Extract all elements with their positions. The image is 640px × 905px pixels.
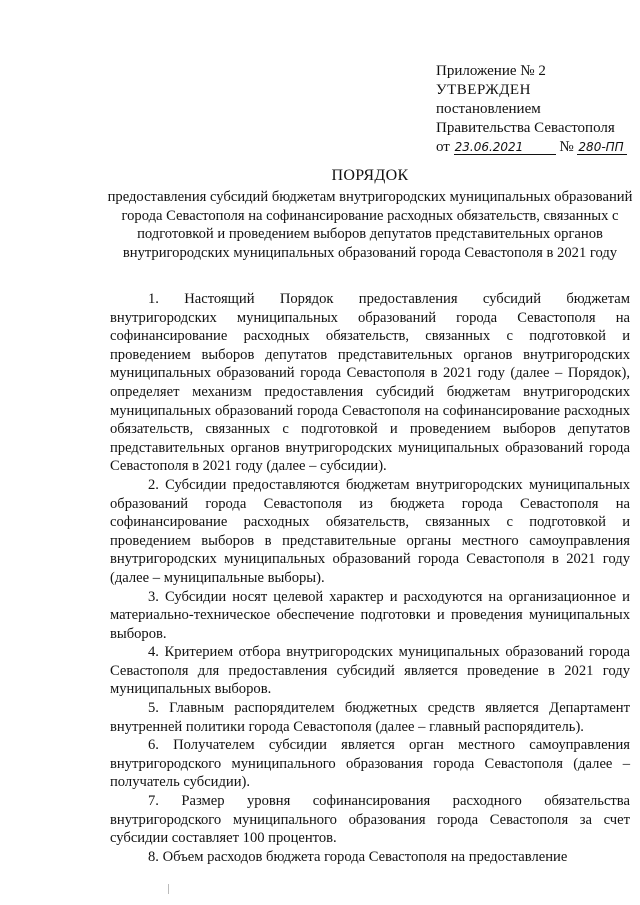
paragraph-3: 3. Субсидии носят целевой характер и расходуются на организационное и материально-техническое обеспечение подготовки и проведения муниципальных выборов.	[110, 588, 630, 642]
approval-stamp	[436, 62, 636, 157]
scan-artifact	[168, 884, 169, 894]
appendix-label: Приложение № 2	[436, 63, 546, 79]
number-label: №	[559, 139, 574, 155]
paragraph-2: 2. Субсидии предоставляются бюджетам внутригородских муниципальных образований города Севастополя из бюджета города Севастополя на софинансирование расходных обязательств, связанных с подготовкой и проведением выборов в представительные органы местного самоуправления внутригородских муниципальных образований города Севастополя в 2021 году (далее – муниципальные выборы).	[110, 476, 630, 586]
paragraph-6: 6. Получателем субсидии является орган местного самоуправления внутригородского муниципального образования города Севастополя (далее – получатель субсидии).	[110, 737, 630, 791]
from-label: от	[436, 139, 450, 155]
document-heading	[105, 166, 635, 262]
approval-number: 280-ПП	[577, 140, 627, 155]
paragraph-7: 7. Размер уровня софинансирования расходного обязательства внутригородского муниципального образования города Севастополя за счет субсидии составляет 100 процентов.	[110, 793, 630, 847]
approval-date-line	[436, 138, 636, 157]
approving-org: Правительства Севастополя	[436, 120, 615, 136]
document-body	[110, 290, 630, 866]
approval-date: 23.06.2021	[454, 140, 556, 155]
document-title: ПОРЯДОК	[331, 167, 409, 184]
approved-label: УТВЕРЖДЕН	[436, 82, 531, 98]
paragraph-1: 1. Настоящий Порядок предоставления субсидий бюджетам внутригородских муниципальных образований города Севастополя на софинансирование расходных обязательств, связанных с подготовкой и проведением выборов депутатов представительных органов внутригородских муниципальных образований города Севастополя в 2021 году (далее – Порядок), определяет механизм предоставления субсидий бюджетам внутригородских муниципальных образований города Севастополя на софинансирование расходных обязательств, связанных с подготовкой и проведением выборов депутатов представительных органов внутригородских муниципальных образований города Севастополя в 2021 году (далее – субсидии).	[110, 291, 630, 475]
document-subtitle: предоставления субсидий бюджетам внутригородских муниципальных образований города Севастополя на софинансирование расходных обязательств, связанных с подготовкой и проведением выборов депутатов представительных органов внутригородских муниципальных образований города Севастополя в 2021 году	[107, 189, 633, 261]
paragraph-4: 4. Критерием отбора внутригородских муниципальных образований города Севастополя для предоставления субсидий является проведение в 2021 году муниципальных выборов.	[110, 644, 630, 698]
paragraph-5: 5. Главным распорядителем бюджетных средств является Департамент внутренней политики города Севастополя (далее – главный распорядитель).	[110, 700, 630, 735]
paragraph-8: 8. Объем расходов бюджета города Севастополя на предоставление	[148, 848, 568, 865]
approved-by-label: постановлением	[436, 101, 541, 117]
